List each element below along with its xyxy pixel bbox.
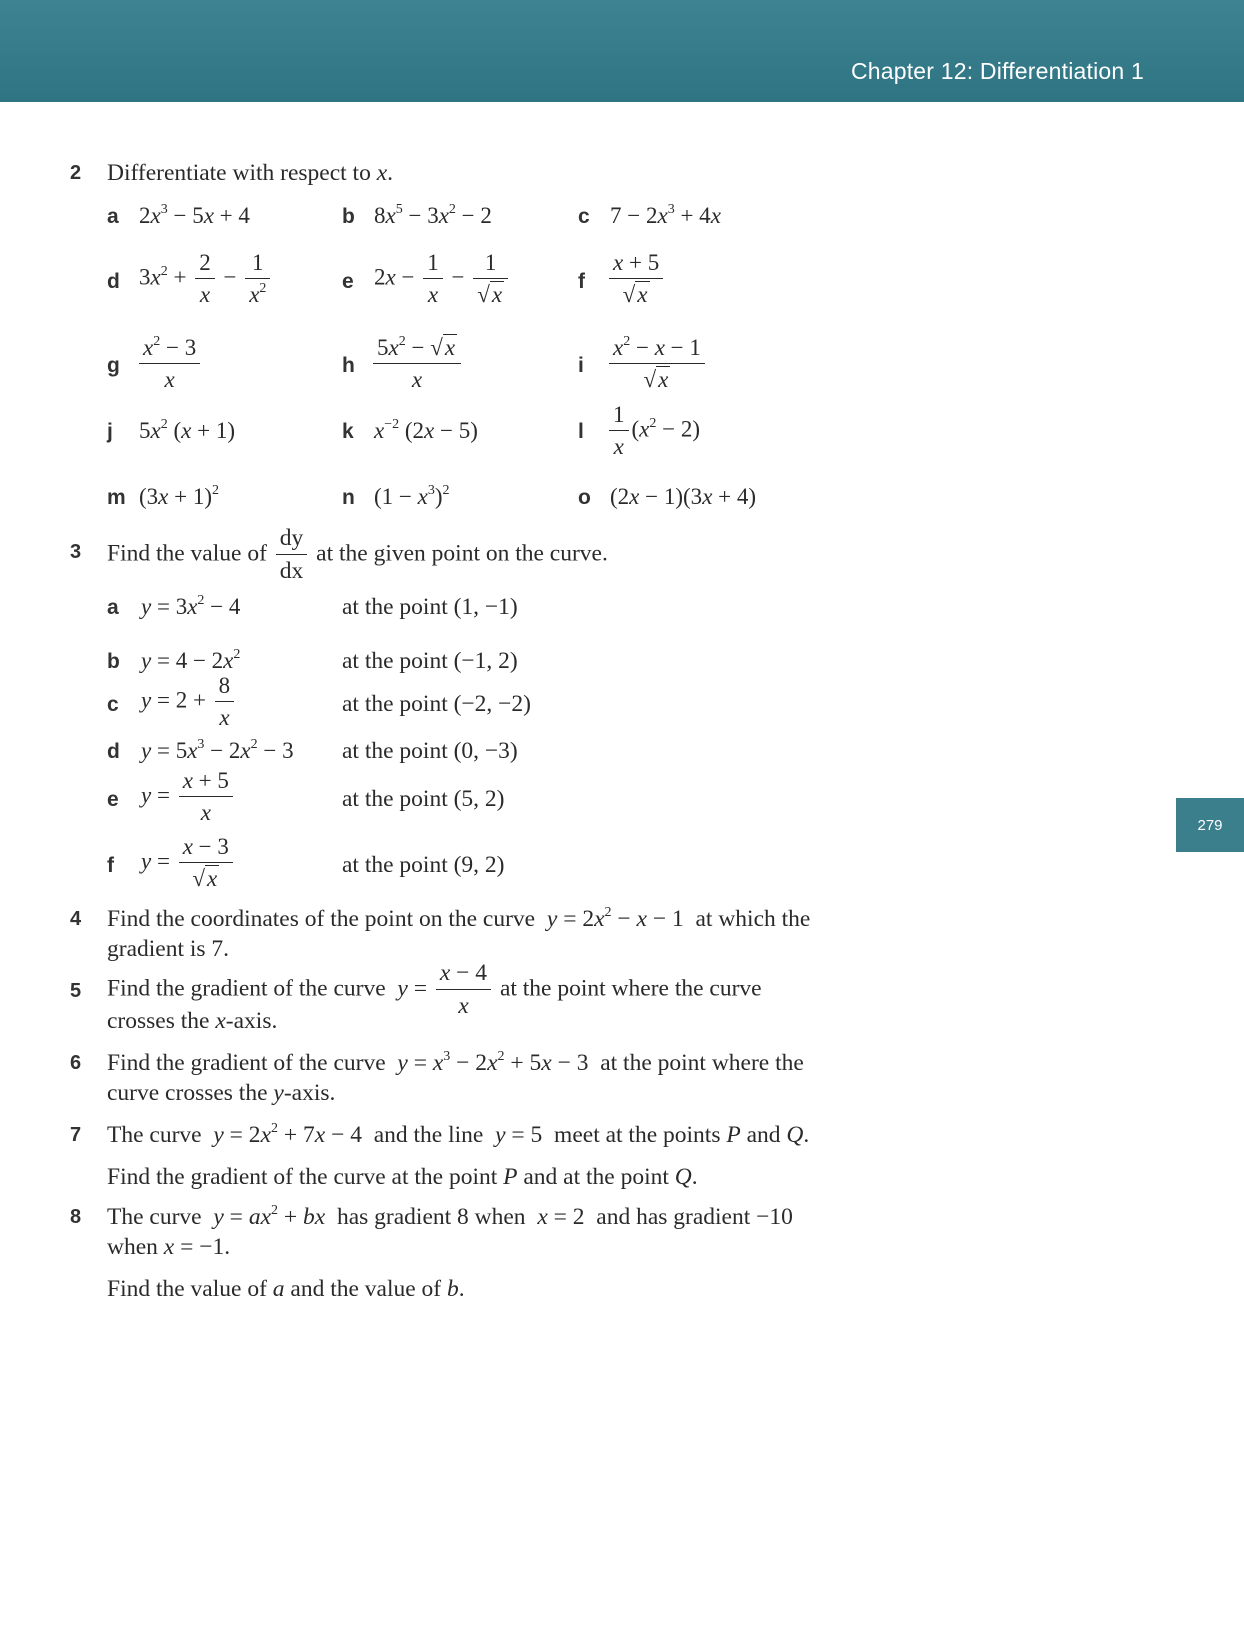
- expression: y = $\frac{x + 5}{x}$: [141, 768, 236, 827]
- part-label: n: [342, 486, 355, 509]
- expression: $2x^3 - 5x + 4$: [139, 202, 250, 228]
- question-text-line2: Find the gradient of the curve at the point P and at the point Q.: [107, 1164, 698, 1190]
- expression: y = $\frac{x - 3}{√x}$: [141, 834, 236, 893]
- expression: $5x^2$ (x + 1): [139, 417, 235, 443]
- question-text-line2: gradient is 7.: [107, 936, 230, 962]
- question-number: 3: [70, 541, 82, 563]
- part-label: d: [107, 740, 120, 763]
- question-prompt: Differentiate with respect to x.: [107, 160, 394, 186]
- question-text-line2: when x = −1.: [107, 1234, 231, 1260]
- expression: $(3x + 1)^2$: [139, 483, 220, 509]
- expression: $\frac{x^2 - x - 1}{√x}$: [606, 335, 708, 394]
- point-text: at the point (0, −3): [342, 738, 518, 764]
- part-label: f: [578, 270, 585, 293]
- expression: $7 - 2x^3 + 4x$: [610, 202, 721, 228]
- expression: $\frac{x^2 - 3}{x}$: [136, 335, 203, 394]
- chapter-title: Chapter 12: Differentiation 1: [850, 58, 1144, 84]
- part-label: m: [107, 486, 126, 509]
- expression: $\frac{x + 5}{√x}$: [606, 250, 666, 309]
- part-label: f: [107, 854, 114, 877]
- question-text: The curve $y = 2x^2 + 7x - 4$ and the line y = 5 meet at the points P and Q.: [107, 1121, 810, 1148]
- expression: $y = 3x^2 - 4$: [141, 593, 241, 619]
- expression: 2x − $\frac{1}{x}$ − $\frac{1}{√x}$: [374, 250, 511, 309]
- question-number: 8: [70, 1206, 82, 1228]
- expression: $\frac{5x^2 - √x}{x}$: [370, 335, 464, 394]
- point-text: at the point (−1, 2): [342, 648, 518, 674]
- question-text: The curve $y = ax^2$ + bx has gradient 8 when x = 2 and has gradient −10: [107, 1203, 793, 1230]
- question-text: Find the gradient of the curve $y = x^3 - 2x^2 + 5x - 3$ at the point where the: [107, 1049, 804, 1076]
- part-label: a: [107, 205, 119, 228]
- point-text: at the point (5, 2): [342, 786, 505, 812]
- page-number-tab: [1176, 798, 1244, 852]
- expression: $3x^2$ + $\frac{2}{x}$ − $\frac{1}{x^2}$: [139, 250, 273, 309]
- expression: $8x^5 - 3x^2 - 2$: [374, 202, 492, 228]
- question-text-line2: crosses the x-axis.: [107, 1008, 278, 1034]
- question-prompt: Find the value of $\frac{dy}{dx}$ at the given point on the curve.: [107, 525, 608, 585]
- question-text: Find the coordinates of the point on the curve $y = 2x^2 - x - 1$ at which the: [107, 905, 811, 932]
- expression: $y = 5x^3 - 2x^2 - 3$: [141, 737, 294, 763]
- question-text: Find the gradient of the curve y = $\frac{x - 4}{x}$ at the point where the curve: [107, 960, 762, 1020]
- expression: $y = 4 - 2x^2$: [141, 647, 241, 673]
- part-label: b: [342, 205, 355, 228]
- question-number: 5: [70, 980, 82, 1002]
- question-number: 4: [70, 908, 82, 930]
- part-label: l: [578, 420, 584, 443]
- part-label: i: [578, 354, 584, 377]
- part-label: d: [107, 270, 120, 293]
- part-label: h: [342, 354, 355, 377]
- part-label: g: [107, 354, 120, 377]
- expression: $x^{-2}$ (2x − 5): [374, 417, 478, 443]
- expression: $(1 - x^3)^2$: [374, 483, 450, 509]
- point-text: at the point (1, −1): [342, 594, 518, 620]
- expression: (2x − 1)(3x + 4): [610, 484, 757, 509]
- part-label: c: [107, 693, 119, 716]
- question-number: 7: [70, 1124, 82, 1146]
- question-text-line3: Find the value of a and the value of b.: [107, 1276, 465, 1302]
- chapter-header-bar: [0, 0, 1244, 102]
- page-number: 279: [1197, 816, 1223, 834]
- point-text: at the point (−2, −2): [342, 691, 532, 717]
- question-text-line2: curve crosses the y-axis.: [107, 1080, 336, 1106]
- part-label: b: [107, 650, 120, 673]
- part-label: c: [578, 205, 590, 228]
- part-label: e: [107, 788, 119, 811]
- question-number: 6: [70, 1052, 82, 1074]
- part-label: a: [107, 596, 119, 619]
- part-label: k: [342, 420, 354, 443]
- question-number: 2: [70, 162, 82, 184]
- expression: y = 2 + $\frac{8}{x}$: [141, 673, 237, 732]
- part-label: j: [107, 420, 113, 443]
- part-label: o: [578, 486, 591, 509]
- part-label: e: [342, 270, 354, 293]
- expression: $\frac{1}{x}$ $(x^2 - 2)$: [606, 402, 700, 461]
- point-text: at the point (9, 2): [342, 852, 505, 878]
